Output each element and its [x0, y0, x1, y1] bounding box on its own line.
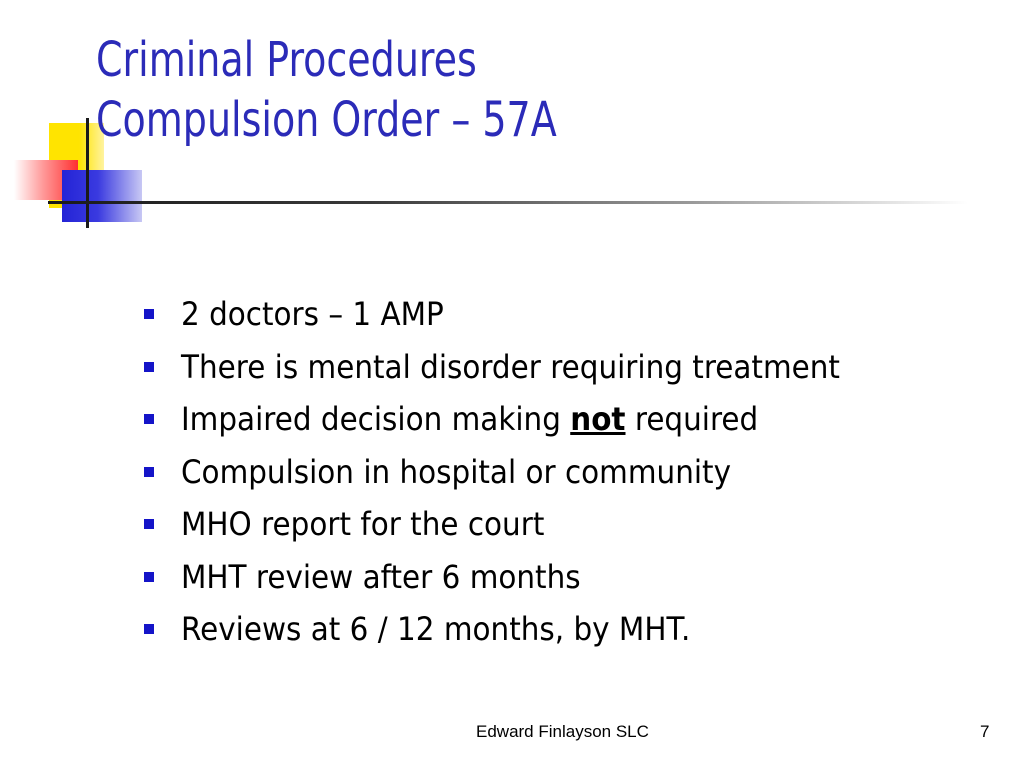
bullet-text-after: required	[625, 400, 759, 438]
bullet-item	[144, 551, 1004, 604]
decorative-blue-square	[62, 170, 142, 222]
square-bullet-icon	[144, 309, 154, 319]
bullet-text: MHO report for the court	[181, 505, 545, 543]
bullet-text: MHT review after 6 months	[181, 557, 581, 596]
decorative-vertical-line	[86, 118, 89, 228]
bullet-text	[181, 393, 758, 446]
bullet-item	[144, 288, 1004, 341]
bullet-text: There is mental disorder requiring treatment	[181, 347, 840, 386]
bullet-item	[144, 341, 1004, 394]
square-bullet-icon	[144, 519, 154, 529]
title-line-1: Criminal Procedures	[96, 32, 477, 88]
title-underline-rule	[48, 201, 968, 204]
bullet-text-emphasis: not	[570, 400, 626, 438]
square-bullet-icon	[144, 624, 154, 634]
bullet-item	[144, 603, 1004, 656]
bullet-text: 2 doctors – 1 AMP	[181, 295, 444, 333]
bullet-text-before: Impaired decision making	[181, 400, 571, 438]
bullet-list	[144, 288, 1004, 656]
square-bullet-icon	[144, 467, 154, 477]
bullet-text: Reviews at 6 / 12 months, by MHT.	[181, 610, 691, 648]
square-bullet-icon	[144, 414, 154, 424]
square-bullet-icon	[144, 572, 154, 582]
title-line-2: Compulsion Order – 57A	[96, 92, 557, 148]
slide-title	[96, 30, 976, 150]
square-bullet-icon	[144, 362, 154, 372]
bullet-item	[144, 498, 1004, 551]
bullet-text: Compulsion in hospital or community	[181, 452, 732, 491]
bullet-item	[144, 446, 1004, 499]
footer-author: Edward Finlayson SLC	[476, 722, 649, 741]
bullet-item	[144, 393, 1004, 446]
page-number: 7	[980, 722, 990, 741]
